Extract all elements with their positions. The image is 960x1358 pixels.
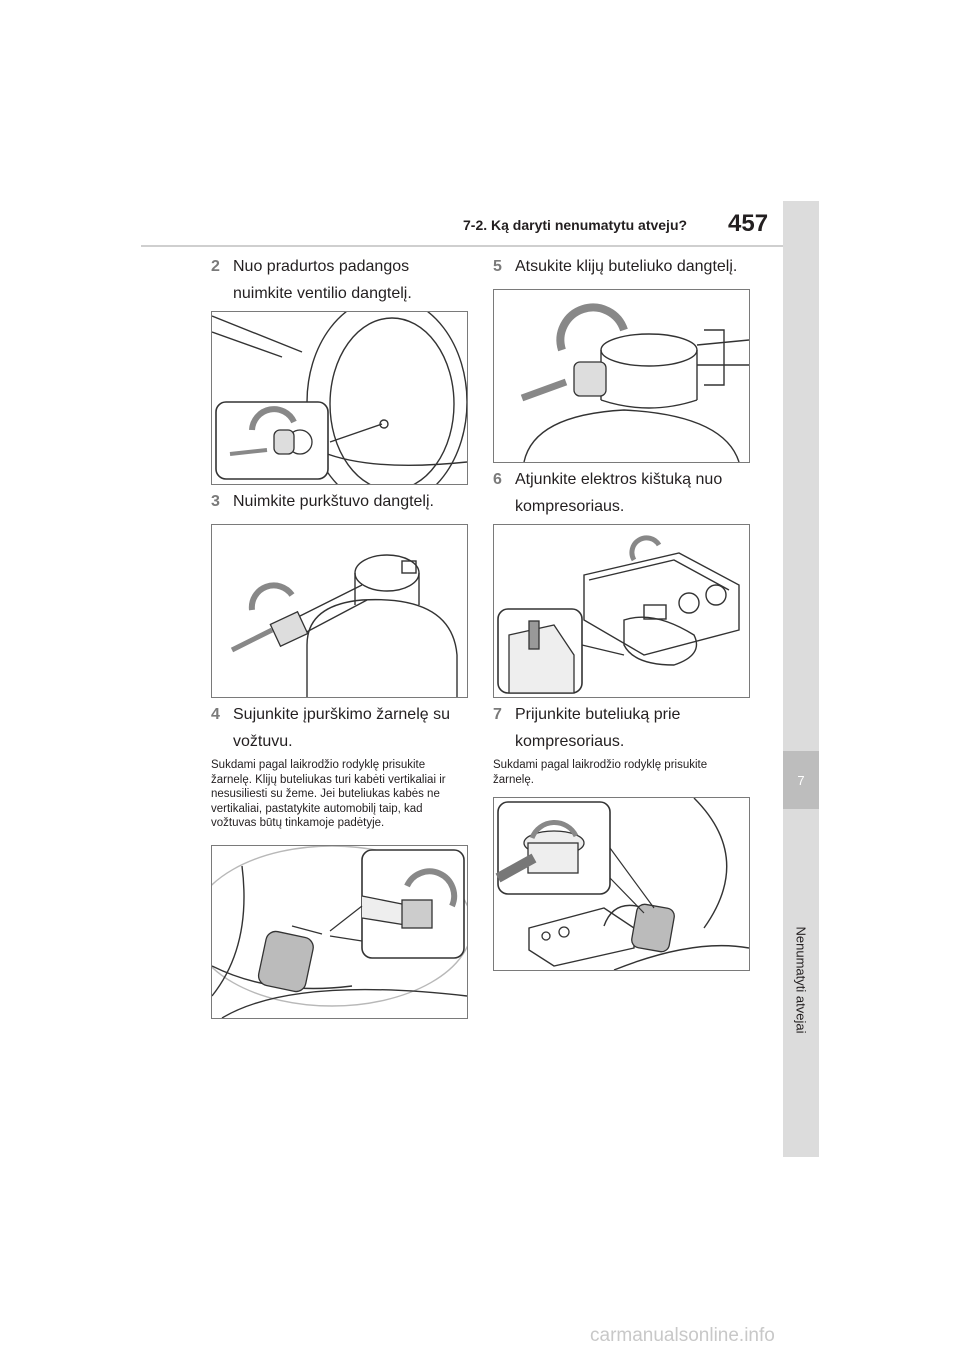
step-number: 7 (493, 706, 502, 723)
step-number: 6 (493, 471, 502, 488)
figure-remove-valve-cap (211, 311, 468, 485)
watermark: carmanualsonline.info (590, 1325, 775, 1346)
step-text: Nuo pradurtos padangos nuimkite ventilio dangtelį. (233, 258, 412, 302)
figure-connect-hose-to-valve (211, 845, 468, 1019)
page-number: 457 (728, 210, 769, 237)
step-text: Atjunkite elektros kištuką nuo kompresoriaus. (515, 471, 723, 515)
step-6 (493, 466, 755, 522)
step-3 (211, 488, 473, 516)
step-2 (211, 253, 473, 309)
figure-unscrew-bottle-cap (493, 289, 750, 463)
step-number: 2 (211, 258, 220, 275)
figure-unplug-compressor (493, 524, 750, 698)
section-title: 7-2. Ką daryti nenumatytu atveju? (463, 217, 688, 233)
figure-connect-bottle-to-compressor (493, 797, 750, 971)
chapter-number-tab[interactable]: 7 (783, 751, 819, 809)
header-divider (141, 245, 783, 247)
step-text: Atsukite klijų buteliuko dangtelį. (515, 258, 738, 275)
chapter-label: Nenumatyti atvejai (793, 926, 809, 1034)
step-text: Prijunkite buteliuką prie kompresoriaus. (515, 706, 681, 750)
step-7 (493, 701, 755, 757)
step-5 (493, 253, 755, 281)
step-text: Nuimkite purkštuvo dangtelį. (233, 493, 434, 510)
step-number: 3 (211, 493, 220, 510)
step-7-note: Sukdami pagal laikrodžio rodyklę prisukite žarnelę. (493, 759, 708, 786)
step-number: 5 (493, 258, 502, 275)
step-4 (211, 701, 473, 757)
step-4-note: Sukdami pagal laikrodžio rodyklę prisukite žarnelę. Klijų buteliukas turi kabėti vertikaliai ir nesusiliesti su žeme. Jei buteliukas kabės ne vertikaliai, pastatykite automobilį taip, kad vožtuvas būtų tinkamoje padėtyje. (211, 759, 446, 829)
step-text: Sujunkite įpurškimo žarnelę su vožtuvu. (233, 706, 450, 750)
figure-remove-nozzle-cap (211, 524, 468, 698)
step-number: 4 (211, 706, 220, 723)
